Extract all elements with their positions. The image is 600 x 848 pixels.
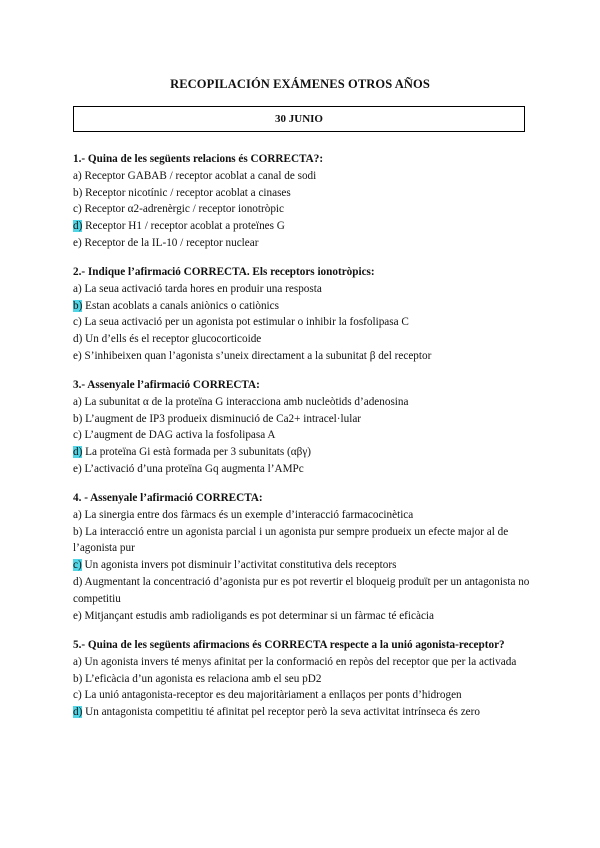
option-text: Un d’ells és el receptor glucocorticoide — [85, 333, 262, 346]
option-c — [73, 201, 533, 218]
option-text: Mitjançant estudis amb radioligands es pot determinar si un fàrmac té eficàcia — [84, 609, 434, 622]
option-letter: a) — [73, 169, 82, 182]
question-title: 2.- Indique l’afirmació CORRECTA. Els receptors ionotròpics: — [73, 266, 375, 278]
option-text: L’augment de IP3 produeix disminució de Ca2+ intracel·lular — [85, 412, 362, 425]
option-text: La seua activació per un agonista pot estimular o inhibir la fosfolipasa C — [84, 316, 409, 329]
option-letter: a) — [73, 395, 82, 408]
option-text: La seua activació tarda hores en produir una resposta — [84, 282, 322, 295]
option-text: Un antagonista competitiu té afinitat pel receptor però la seva activitat intrínseca és zero — [85, 706, 480, 719]
correct-answer-highlight: b) — [73, 299, 83, 312]
option-letter: d) — [73, 575, 83, 588]
option-e — [73, 235, 533, 252]
option-text: Estan acoblats a canals aniònics o catiònics — [85, 299, 279, 312]
option-text: Receptor GABAB / receptor acoblat a canal de sodi — [84, 169, 317, 182]
option-text: Augmentant la concentració d’agonista pur es pot revertir el bloqueig produït per un antagonista no competitiu — [73, 575, 530, 605]
option-text: Receptor α2-adrenèrgic / receptor ionotròpic — [84, 203, 284, 216]
option-c — [73, 687, 533, 704]
option-d — [73, 704, 533, 721]
option-a — [73, 507, 533, 524]
option-a — [73, 654, 533, 671]
option-text: Receptor H1 / receptor acoblat a proteïnes G — [85, 220, 285, 233]
option-letter: c) — [73, 203, 82, 216]
option-text: Un agonista invers té menys afinitat per la conformació en repòs del receptor que per la activada — [84, 655, 517, 668]
option-letter: e) — [73, 236, 82, 249]
option-letter: b) — [73, 525, 83, 538]
option-text: L’activació d’una proteïna Gq augmenta l’AMPc — [84, 462, 304, 475]
option-letter: c) — [73, 316, 82, 329]
option-d — [73, 218, 533, 235]
correct-answer-highlight: c) — [73, 559, 82, 572]
option-d — [73, 444, 533, 461]
option-c — [73, 314, 533, 331]
question-2 — [73, 264, 533, 365]
option-text: Un agonista invers pot disminuir l’activitat constitutiva dels receptors — [84, 559, 397, 572]
option-e — [73, 608, 533, 625]
option-letter: e) — [73, 462, 82, 475]
option-text: La subunitat α de la proteïna G interacciona amb nucleòtids d’adenosina — [84, 395, 409, 408]
option-b — [73, 671, 533, 688]
option-letter: a) — [73, 282, 82, 295]
option-letter: d) — [73, 333, 83, 346]
correct-answer-highlight: d) — [73, 220, 83, 233]
option-letter: b) — [73, 672, 83, 685]
option-d — [73, 574, 533, 608]
option-text: L’eficàcia d’un agonista es relaciona amb el seu pD2 — [85, 672, 322, 685]
question-1 — [73, 151, 533, 252]
question-title: 1.- Quina de les següents relacions és CORRECTA?: — [73, 153, 324, 165]
option-b — [73, 298, 533, 315]
option-a — [73, 394, 533, 411]
option-letter: e) — [73, 609, 82, 622]
option-a — [73, 168, 533, 185]
option-a — [73, 281, 533, 298]
correct-answer-highlight: d) — [73, 706, 83, 719]
option-e — [73, 348, 533, 365]
option-c — [73, 557, 533, 574]
option-text: La unió antagonista-receptor es deu majoritàriament a enllaços per ponts d’hidrogen — [84, 689, 462, 702]
question-3 — [73, 377, 533, 478]
option-letter: b) — [73, 186, 83, 199]
option-letter: a) — [73, 508, 82, 521]
option-b — [73, 411, 533, 428]
option-text: L’augment de DAG activa la fosfolipasa A — [84, 429, 276, 442]
option-c — [73, 427, 533, 444]
question-title: 3.- Assenyale l’afirmació CORRECTA: — [73, 379, 260, 391]
question-title: 4. - Assenyale l’afirmació CORRECTA: — [73, 492, 263, 504]
option-letter: c) — [73, 689, 82, 702]
option-letter: a) — [73, 655, 82, 668]
page-title: RECOPILACIÓN EXÁMENES OTROS AÑOS — [170, 77, 430, 91]
option-text: La interacció entre un agonista parcial i un agonista pur sempre produeix un efecte major al de l’agonista pur — [73, 525, 509, 555]
option-b — [73, 185, 533, 202]
question-4 — [73, 490, 533, 624]
option-text: Receptor nicotínic / receptor acoblat a cinases — [85, 186, 291, 199]
option-e — [73, 461, 533, 478]
option-letter: e) — [73, 349, 82, 362]
question-5 — [73, 637, 533, 721]
correct-answer-highlight: d) — [73, 446, 83, 459]
option-b — [73, 524, 533, 558]
option-text: S’inhibeixen quan l’agonista s’uneix directament a la subunitat β del receptor — [84, 349, 432, 362]
date-box: 30 JUNIO — [73, 106, 525, 132]
option-d — [73, 331, 533, 348]
option-text: La sinergia entre dos fàrmacs és un exemple d’interacció farmacocinètica — [84, 508, 414, 521]
option-letter: b) — [73, 412, 83, 425]
option-letter: c) — [73, 429, 82, 442]
option-text: Receptor de la IL-10 / receptor nuclear — [84, 236, 259, 249]
option-text: La proteïna Gi està formada per 3 subunitats (αβγ) — [85, 446, 312, 459]
question-title: 5.- Quina de les següents afirmacions és CORRECTA respecte a la unió agonista-receptor? — [73, 639, 505, 651]
